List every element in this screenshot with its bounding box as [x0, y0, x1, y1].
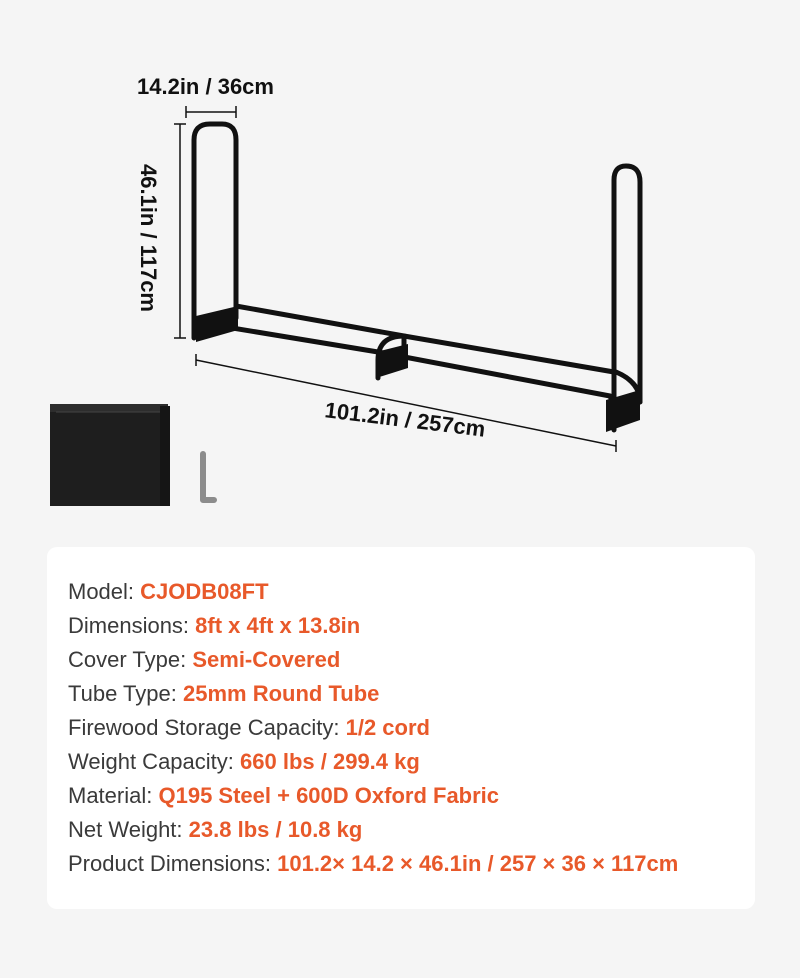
spec-row-model [68, 575, 678, 609]
spec-value: 25mm Round Tube [182, 681, 380, 706]
spec-value: Semi-Covered [192, 647, 341, 672]
spec-value: CJODB08FT [140, 579, 269, 604]
depth-dimension-label: 14.2in / 36cm [137, 74, 274, 99]
spec-label: Weight Capacity: [68, 749, 234, 774]
spec-label: Dimensions: [68, 613, 190, 638]
length-dimension-label: 101.2in / 257cm [323, 397, 487, 442]
spec-row-dimensions [68, 609, 678, 643]
spec-card [47, 547, 755, 909]
spec-label: Material: [68, 783, 153, 808]
spec-label: Tube Type: [68, 681, 177, 706]
height-dimension-label: 46.1in / 117cm [136, 164, 161, 312]
spec-value: 8ft x 4ft x 13.8in [195, 613, 361, 638]
spec-value: 1/2 cord [345, 715, 430, 740]
spec-label: Net Weight: [68, 817, 183, 842]
spec-row-product-dimensions [68, 847, 678, 881]
spec-row-material [68, 779, 678, 813]
spec-label: Model: [68, 579, 135, 604]
spec-row-net-weight [68, 813, 678, 847]
spec-list [68, 575, 678, 881]
spec-value: 660 lbs / 299.4 kg [240, 749, 420, 774]
spec-label: Product Dimensions: [68, 851, 271, 876]
spec-label: Firewood Storage Capacity: [68, 715, 340, 740]
spec-value: 23.8 lbs / 10.8 kg [188, 817, 363, 842]
spec-value: 101.2× 14.2 × 46.1in / 257 × 36 × 117cm [277, 851, 679, 876]
spec-value: Q195 Steel + 600D Oxford Fabric [158, 783, 500, 808]
spec-row-storage-capacity [68, 711, 678, 745]
spec-row-weight-capacity [68, 745, 678, 779]
spec-label: Cover Type: [68, 647, 187, 672]
folded-cover-icon [50, 404, 170, 506]
spec-row-cover-type [68, 643, 678, 677]
spec-row-tube-type [68, 677, 678, 711]
hex-key-icon [203, 454, 214, 500]
